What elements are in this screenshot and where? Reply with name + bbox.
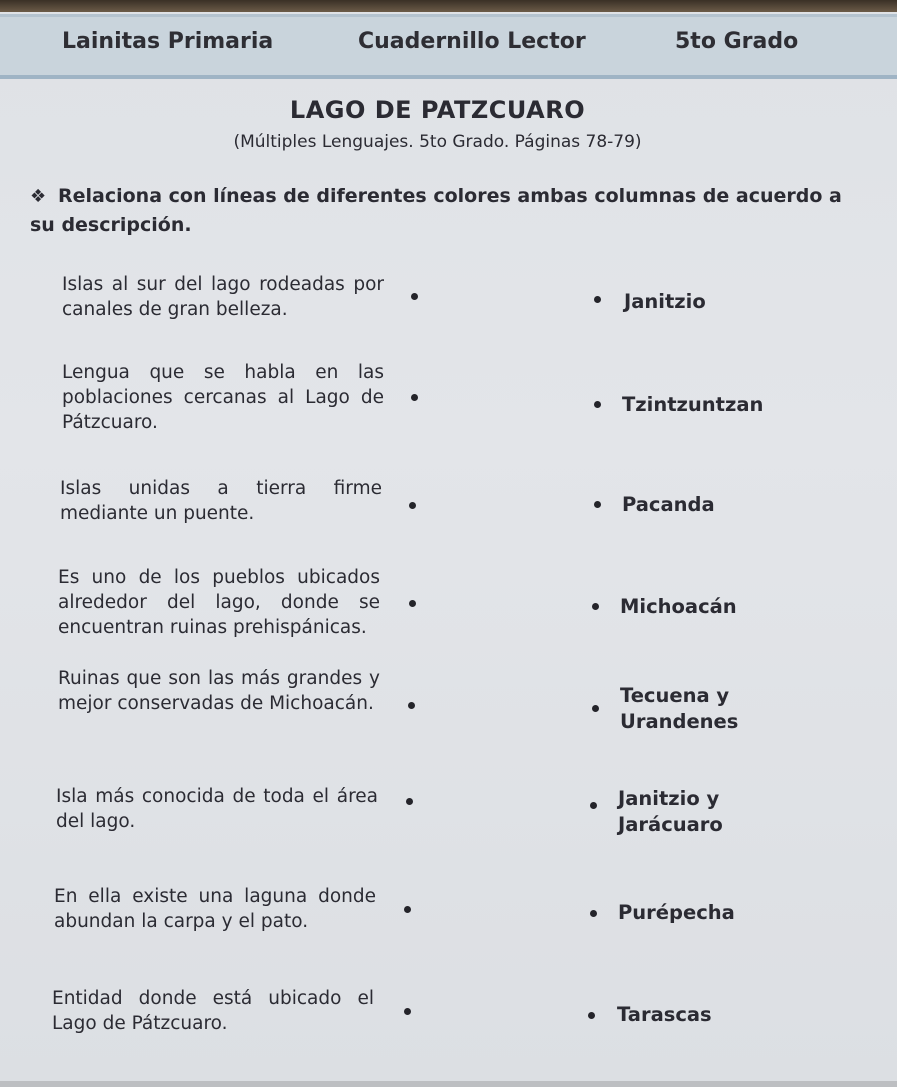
description-3: Islas unidas a tierra firme mediante un puente.	[60, 478, 382, 524]
left-dot-8[interactable]	[404, 1008, 411, 1015]
page-header	[0, 14, 897, 79]
left-dot-2[interactable]	[411, 394, 418, 401]
booklet-name: Cuadernillo Lector	[358, 29, 586, 54]
answer-4: Michoacán	[620, 595, 737, 618]
answer-6: Janitzio y Jarácuaro	[618, 787, 723, 836]
left-dot-7[interactable]	[404, 906, 411, 913]
diamond-bullet-icon: ❖	[30, 186, 47, 207]
right-dot-8[interactable]	[588, 1012, 595, 1019]
left-dot-1[interactable]	[411, 293, 418, 300]
answer-3: Pacanda	[622, 493, 715, 516]
school-name: Lainitas Primaria	[62, 29, 274, 54]
answer-2: Tzintzuntzan	[622, 393, 764, 416]
left-dot-6[interactable]	[406, 798, 413, 805]
right-dot-5[interactable]	[592, 705, 599, 712]
description-4: Es uno de los pueblos ubicados alrededor del lago, donde se encuentran ruinas prehispánicas.	[58, 567, 380, 638]
photo-top-edge	[0, 0, 897, 12]
left-dot-4[interactable]	[409, 600, 416, 607]
page-subtitle: (Múltiples Lenguajes. 5to Grado. Páginas 78-79)	[233, 132, 642, 152]
answer-1: Janitzio	[624, 290, 706, 313]
description-1: Islas al sur del lago rodeadas por canales de gran belleza.	[62, 274, 384, 320]
grade-label: 5to Grado	[675, 29, 799, 54]
description-7: En ella existe una laguna donde abundan la carpa y el pato.	[54, 886, 376, 932]
right-dot-3[interactable]	[594, 501, 601, 508]
description-5: Ruinas que son las más grandes y mejor conservadas de Michoacán.	[58, 668, 380, 714]
instruction-text: Relaciona con líneas de diferentes colores ambas columnas de acuerdo a su descripción.	[30, 185, 842, 236]
description-2: Lengua que se habla en las poblaciones cercanas al Lago de Pátzcuaro.	[62, 362, 384, 433]
right-dot-2[interactable]	[594, 401, 601, 408]
right-dot-1[interactable]	[594, 296, 601, 303]
page-bottom-edge	[0, 1081, 897, 1087]
page-title: LAGO DE PATZCUARO	[289, 96, 586, 124]
left-dot-5[interactable]	[408, 702, 415, 709]
right-dot-6[interactable]	[590, 802, 597, 809]
right-dot-4[interactable]	[592, 603, 599, 610]
instruction	[30, 182, 860, 239]
answer-7: Purépecha	[618, 901, 735, 924]
left-dot-3[interactable]	[409, 502, 416, 509]
right-dot-7[interactable]	[590, 910, 597, 917]
description-6: Isla más conocida de toda el área del lago.	[56, 786, 378, 832]
description-8: Entidad donde está ubicado el Lago de Pátzcuaro.	[52, 988, 374, 1034]
answer-8: Tarascas	[617, 1003, 712, 1026]
answer-5: Tecuena y Urandenes	[620, 684, 739, 733]
